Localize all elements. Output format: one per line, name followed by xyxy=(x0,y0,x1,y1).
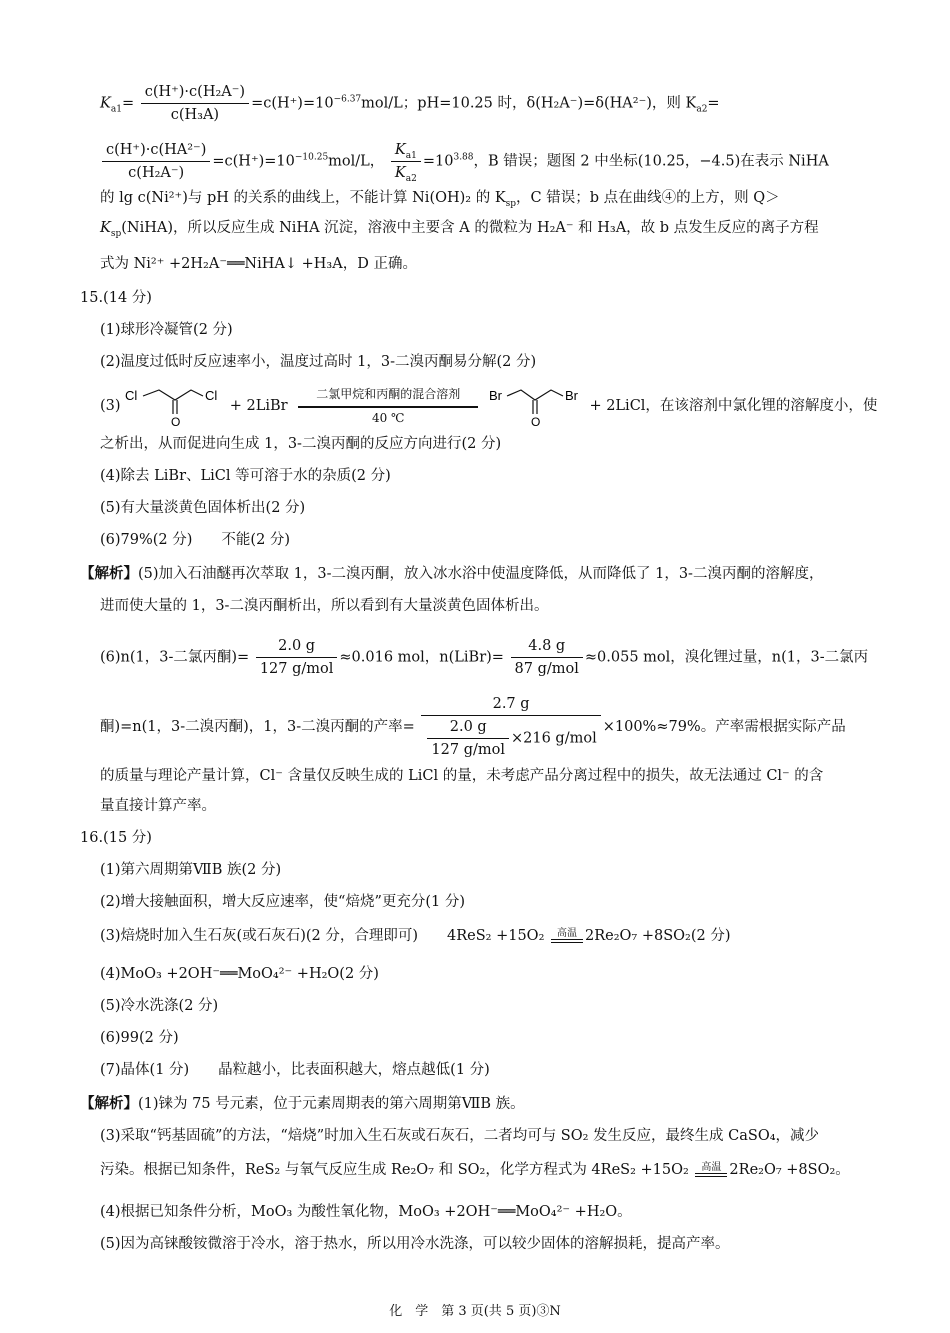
analysis-text: (1)铼为 75 号元素，位于元素周期表的第六周期第ⅦB 族。 xyxy=(138,1096,525,1112)
reagent-text: + 2LiBr xyxy=(229,398,288,414)
question-number: 15.(14 分) xyxy=(80,290,152,306)
analysis-text xyxy=(100,1160,870,1188)
ka1-exp: −6.37 xyxy=(333,94,362,105)
ksp-sub: sp xyxy=(505,198,517,209)
text-line: 式为 Ni²⁺ +2H₂A⁻══NiHA↓ +H₃A，D 正确。 xyxy=(100,256,417,272)
analysis-label: 【解析】 xyxy=(80,1095,138,1112)
yield-calculation-line xyxy=(100,694,870,760)
a1-sub: a1 xyxy=(405,150,417,161)
ka2-numerator: c(H⁺)·c(HA²⁻) xyxy=(102,140,210,162)
analysis-text: (4)根据已知条件分析，MoO₃ 为酸性氧化物，MoO₃ +2OH⁻══MoO₄²⁻ +H₂O。 xyxy=(100,1204,632,1220)
reaction-explanation: + 2LiCl，在该溶剂中氯化锂的溶解度小，使 xyxy=(589,398,878,414)
dichloroacetone-structure xyxy=(125,384,225,428)
ka-ratio-num xyxy=(391,140,421,162)
cl-label: Cl xyxy=(125,388,138,403)
high-temp-equals-sign xyxy=(695,1163,727,1177)
answer-item: (7)晶体(1 分) 晶粒越小，比表面积越大，熔点越低(1 分) xyxy=(100,1062,490,1078)
ka-ratio-fraction xyxy=(391,140,421,183)
calculation-line xyxy=(100,636,870,679)
analysis-text: 量直接计算产率。 xyxy=(100,798,216,814)
ka1-symbol: K xyxy=(100,95,111,112)
line3-tail: ，C 错误；b 点在曲线④的上方，则 Q＞ xyxy=(516,190,780,206)
yield-denominator xyxy=(421,716,600,760)
line3-text: 的 lg c(Ni²⁺)与 pH 的关系的曲线上，不能计算 Ni(OH)₂ 的 K xyxy=(100,190,506,206)
item-number: (3) xyxy=(100,398,121,414)
ka2-denominator: c(H₂A⁻) xyxy=(128,165,185,181)
answer-item: (5)冷水洗涤(2 分) xyxy=(100,998,219,1014)
analysis-text: (5)因为高铼酸铵微溶于冷水，溶于热水，所以用冷水洗涤，可以较少固体的溶解损耗，提高产率。 xyxy=(100,1236,730,1252)
answer-item: 之析出，从而促进向生成 1，3-二溴丙酮的反应方向进行(2 分) xyxy=(100,436,502,452)
answer-item: (5)有大量淡黄色固体析出(2 分) xyxy=(100,500,306,516)
molar-mass-mult: ×216 g/mol xyxy=(511,730,597,747)
text-line xyxy=(100,188,870,208)
ka2-value: =c(H⁺)=10 xyxy=(212,153,295,170)
molar-mass-denominator: 127 g/mol xyxy=(259,661,334,677)
ka-ratio-den xyxy=(391,162,421,183)
inner-numerator: 2.0 g xyxy=(427,717,509,739)
calc-text: ×100%≈79%。产率需根据实际产品 xyxy=(602,719,846,735)
condition-label: 高温 xyxy=(701,1162,722,1173)
analysis-text: 的质量与理论产量计算，Cl⁻ 含量仅反映生成的 LiCl 的量，未考虑产品分离过程中的损失，故无法通过 Cl⁻ 的含 xyxy=(100,768,824,784)
carbon-chain xyxy=(507,390,563,400)
yield-fraction xyxy=(421,694,600,760)
analysis-line xyxy=(80,1094,850,1114)
ratio-text: ，B 错误；题图 2 中坐标(10.25，−4.5)在表示 NiHA xyxy=(473,153,829,170)
k-symbol: K xyxy=(100,220,111,236)
equals-bars xyxy=(695,1173,727,1177)
reaction-arrow xyxy=(298,384,478,428)
analysis-text: (5)加入石油醚再次萃取 1，3-二溴丙酮，放入冰水浴中使温度降低，从而降低了 1，3-二溴丙酮的溶解度， xyxy=(138,566,824,582)
k-symbol: K xyxy=(394,142,406,158)
answer-item xyxy=(100,926,870,956)
o-label: O xyxy=(171,415,181,428)
inner-denominator: 127 g/mol xyxy=(431,742,505,758)
answer-text: 2Re₂O₇ +8SO₂(2 分) xyxy=(585,928,731,944)
dibromoacetone-structure xyxy=(489,384,585,428)
analysis-text: (3)采取“钙基固硫”的方法，“焙烧”时加入生石灰或石灰石，二者均可与 SO₂ 发生反应，最终生成 CaSO₄，减少 xyxy=(100,1128,820,1144)
analysis-label: 【解析】 xyxy=(80,565,138,582)
question-number: 16.(15 分) xyxy=(80,830,152,846)
analysis-text: 污染。根据已知条件，ReS₂ 与氧气反应生成 Re₂O₇ 和 SO₂，化学方程式为 4ReS₂ +15O₂ xyxy=(100,1162,689,1178)
ka1-numerator: c(H⁺)·c(H₂A⁻) xyxy=(141,82,249,104)
ka2-equation-line xyxy=(100,140,870,183)
arrow-condition-top: 二氯甲烷和丙酮的混合溶剂 xyxy=(316,387,461,401)
answer-item: (2)增大接触面积，增大反应速率，使“焙烧”更充分(1 分) xyxy=(100,894,466,910)
line4-text: (NiHA)，所以反应生成 NiHA 沉淀，溶液中主要含 A 的微粒为 H₂A⁻ 和 H₃A，故 b 点发生反应的离子方程 xyxy=(121,220,819,236)
reaction-equation xyxy=(100,384,878,428)
ratio-value: =10 xyxy=(422,153,454,170)
calc-text: 酮)=n(1，3-二溴丙酮)，1，3-二溴丙酮的产率= xyxy=(100,719,415,735)
br-label: Br xyxy=(564,388,578,403)
o-label: O xyxy=(530,415,541,428)
equals-bars xyxy=(551,939,583,943)
answer-item: (1)球形冷凝管(2 分) xyxy=(100,322,233,338)
answer-item: (6)79%(2 分) 不能(2 分) xyxy=(100,532,291,548)
ka2-exp: −10.25 xyxy=(294,152,329,163)
molar-mass-denominator: 87 g/mol xyxy=(514,661,579,677)
mass-numerator: 2.0 g xyxy=(256,636,338,658)
ka1-fraction xyxy=(141,82,249,125)
moles-fraction xyxy=(511,636,583,679)
ka1-equation-line xyxy=(100,82,870,125)
text-line xyxy=(100,218,870,238)
ka1-sub: a1 xyxy=(110,104,122,115)
calc-text: ≈0.016 mol，n(LiBr)= xyxy=(339,649,504,666)
ka2-unit: mol/L， xyxy=(328,153,385,170)
analysis-text: 进而使大量的 1，3-二溴丙酮析出，所以看到有大量淡黄色固体析出。 xyxy=(100,598,549,614)
ka1-value: =c(H⁺)=10 xyxy=(251,95,334,112)
answer-text: (3)焙烧时加入生石灰(或石灰石)(2 分，合理即可) 4ReS₂ +15O₂ xyxy=(100,928,545,944)
carbon-chain xyxy=(143,390,203,400)
calc-text: (6)n(1，3-二氯丙酮)= xyxy=(100,649,250,666)
condition-label: 高温 xyxy=(557,928,577,939)
answer-item: (6)99(2 分) xyxy=(100,1030,179,1046)
moles-fraction xyxy=(256,636,338,679)
ksp-sub: sp xyxy=(110,228,122,239)
page-footer: 化 学 第 3 页(共 5 页)③N xyxy=(389,1304,561,1319)
ka1-denominator: c(H₃A) xyxy=(170,107,220,123)
ratio-exp: 3.88 xyxy=(453,152,474,163)
arrow-condition-bottom: 40 ℃ xyxy=(371,411,405,425)
high-temp-equals-sign xyxy=(551,929,583,943)
answer-item: (4)除去 LiBr、LiCl 等可溶于水的杂质(2 分) xyxy=(100,468,391,484)
mass-numerator: 4.8 g xyxy=(511,636,583,658)
ka2-fraction xyxy=(102,140,210,183)
inner-fraction xyxy=(427,717,509,760)
ka2-sub: a2 xyxy=(696,104,708,115)
cl-label: Cl xyxy=(205,388,218,403)
answer-item: (4)MoO₃ +2OH⁻══MoO₄²⁻ +H₂O(2 分) xyxy=(100,966,379,982)
ka2-equals: = xyxy=(707,95,720,112)
equals: = xyxy=(121,95,135,112)
analysis-line xyxy=(80,564,850,584)
a2-sub: a2 xyxy=(405,173,417,184)
br-label: Br xyxy=(488,388,502,403)
answer-item: (1)第六周期第ⅦB 族(2 分) xyxy=(100,862,282,878)
yield-numerator: 2.7 g xyxy=(421,694,600,716)
k-symbol: K xyxy=(394,165,406,181)
calc-text: ≈0.055 mol，溴化锂过量，n(1，3-二氯丙 xyxy=(584,649,869,666)
ka1-text: mol/L；pH=10.25 时，δ(H₂A⁻)=δ(HA²⁻)，则 K xyxy=(361,95,697,112)
analysis-text: 2Re₂O₇ +8SO₂。 xyxy=(729,1162,850,1178)
answer-item: (2)温度过低时反应速率小，温度过高时 1，3-二溴丙酮易分解(2 分) xyxy=(100,354,537,370)
